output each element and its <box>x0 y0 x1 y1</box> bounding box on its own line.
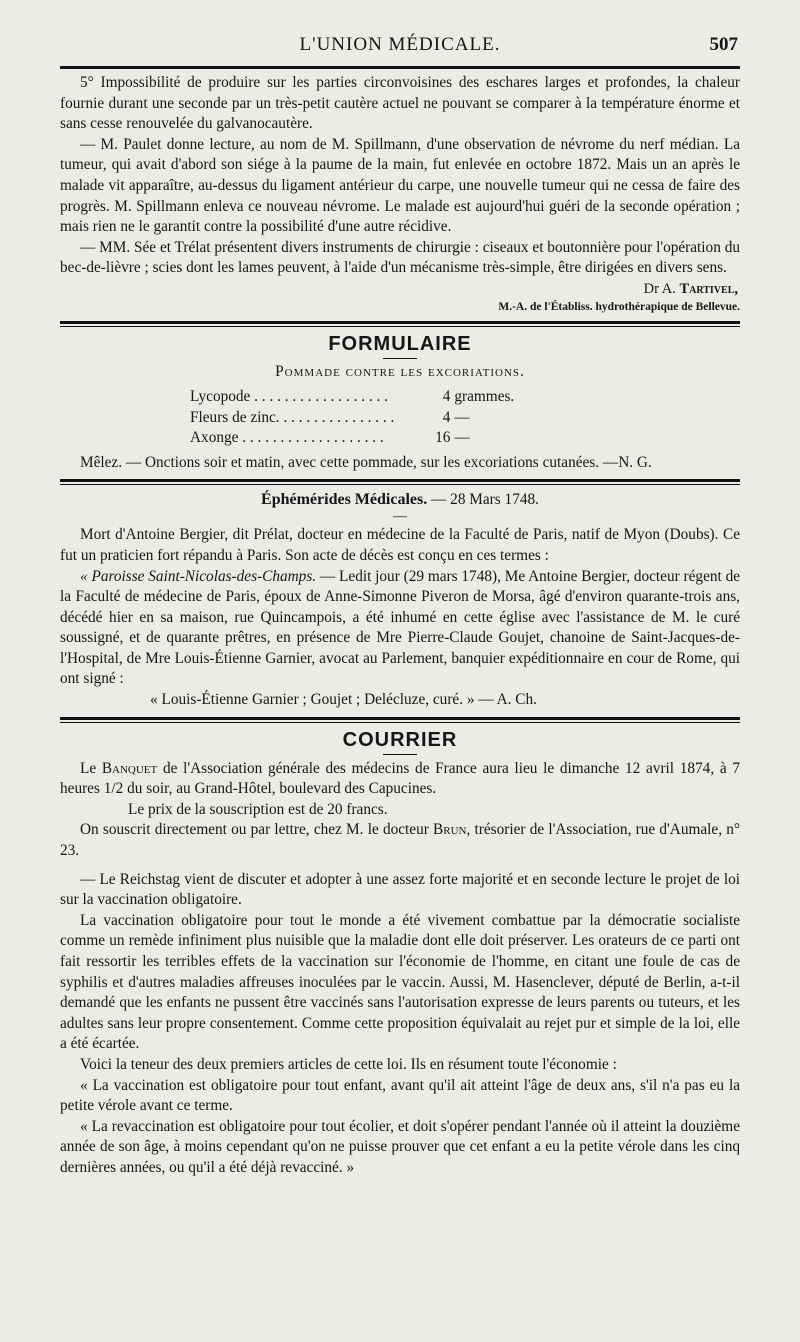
signature-name: Tartivel, <box>679 280 738 297</box>
section-divider <box>60 321 740 327</box>
recipe-row <box>190 387 534 408</box>
page-number: 507 <box>709 34 738 55</box>
courrier-paragraph-6: Voici la teneur des deux premiers articles de cette loi. Ils en résument toute l'économie : <box>80 1055 617 1073</box>
recipe-table <box>190 387 534 449</box>
courrier-paragraph-7: « La vaccination est obligatoire pour tout enfant, avant qu'il ait atteint l'âge de deux ans, s'il n'a pas eu la petite vérole avant ce terme. <box>60 1076 740 1115</box>
ingredient-qty: 16 <box>435 429 451 447</box>
recipe-row <box>190 428 534 449</box>
signature-prefix: Dr A. <box>643 280 680 297</box>
intro-section <box>60 73 740 315</box>
ephemerides-title: Éphémérides Médicales. <box>261 491 428 509</box>
formulaire-note: Mêlez. — Onctions soir et matin, avec cette pommade, sur les excoriations cutanées. —N. G. <box>80 453 652 471</box>
formulaire-title: FORMULAIRE <box>328 332 472 355</box>
text-run: , trésorier de l'Association, rue d'Aumale, n° 23. <box>60 821 740 860</box>
courrier-paragraph-8: « La revaccination est obligatoire pour tout écolier, et doit s'opérer pendant l'année où il atteint la douzième année de son âge, à moins cependant qu'on ne puisse prouver que cet enfant a eu la petite vérole dans les cinq dernières années, ou qu'il a été déjà revacciné. » <box>60 1117 740 1176</box>
death-record: — Ledit jour (29 mars 1748), Me Antoine Bergier, docteur régent de la Faculté de médecine de Paris, époux de Anne-Simonne Piveron de Morsa, âgé d'environ quarante-trois ans, décédé hier en sa maison, rue Quincampois, a été inhumé en cette église avec l'assistance de M. le curé soussigné, et de quarante prêtres, en présence de Mre Pierre-Claude Goujet, chanoine de Saint-Jacques-de-l'Hospital, de Mre Louis-Étienne Garnier, avocat au Parlement, banquier expéditionnaire en cour de Rome, qui ont signé : <box>60 567 741 688</box>
signature <box>60 279 738 299</box>
ingredient-qty: 4 <box>442 387 451 405</box>
ingredient-unit: — <box>454 429 470 447</box>
section-divider <box>60 479 740 485</box>
signature-affiliation: M.-A. de l'Établiss. hydrothérapique de Bellevue. <box>498 300 740 313</box>
courrier-paragraph-1 <box>60 759 740 800</box>
ephemerides-section <box>60 491 740 710</box>
treasurer-name: Brun <box>433 821 467 839</box>
courrier-paragraph-5: La vaccination obligatoire pour tout le monde a été vivement combattue par la démocratie socialiste comme un remède infiniment plus nuisible que la maladie dont elle doit préserver. Les orateurs de ce parti ont fait ressortir les terribles effets de la vaccination sur l'économie de l'homme, en citant une foule de cas de syphilis et d'autres maladies affreuses inoculées par le vaccin. Aussi, M. Hasenclever, député de Berlin, a-t-il demandé que les enfants ne pussent être vaccinés sans l'autorisation expresse de leurs parents ou tuteurs, et les adultes sans leur propre consentement. Comme cette proposition équivalait au rejet pur et simple de la loi, elle a été écartée. <box>60 911 740 1053</box>
ephemerides-dash: — <box>393 509 407 525</box>
courrier-title: COURRIER <box>342 728 458 751</box>
ephemerides-paragraph-2 <box>60 567 740 691</box>
ingredient-name: Axonge . . . . . . . . . . . . . . . . . . . <box>190 429 384 447</box>
intro-paragraph-2: — M. Paulet donne lecture, au nom de M. Spillmann, d'une observation de névrome du nerf médian. La tumeur, qui avait d'abord son siége à la paume de la main, fut enlevée en octobre 1872. Mais un an après le malade vit apparaître, au-dessus du ligament antérieur du carpe, une nouvelle tumeur qui ne cessa de faire des progrès. M. Spillmann enleva ce nouveau névrome. Le malade est aujourd'hui guéri de la seconde opération ; mais rien ne le garantit contre la possibilité d'une autre récidive. <box>60 135 740 236</box>
title-rule <box>383 358 417 359</box>
parish-name: « Paroisse Saint-Nicolas-des-Champs. <box>80 567 317 585</box>
formulaire-section <box>60 333 740 473</box>
page-header <box>60 30 740 60</box>
text-run: Le <box>80 759 102 777</box>
intro-paragraph-3: — MM. Sée et Trélat présentent divers instruments de chirurgie : ciseaux et boutonnière pour l'opération du bec-de-lièvre ; scies dont les lames peuvent, à l'aide d'un mécanisme très-simple, être dirigées en divers sens. <box>60 238 740 277</box>
ingredient-unit: — <box>454 408 470 426</box>
ingredient-name: Lycopode . . . . . . . . . . . . . . . . . . <box>190 387 388 405</box>
courrier-paragraph-4: — Le Reichstag vient de discuter et adopter à une assez forte majorité et en seconde lecture le projet de loi sur la vaccination obligatoire. <box>60 870 740 909</box>
formulaire-subtitle: Pommade contre les excoriations. <box>275 362 525 380</box>
ingredient-unit: grammes. <box>454 387 515 405</box>
text-run: de l'Association générale des médecins de France aura lieu le dimanche 12 avril 1874, à 7 heures 1/2 du soir, au Grand-Hôtel, boulevard des Capucines. <box>60 759 740 798</box>
ingredient-name: Fleurs de zinc. . . . . . . . . . . . . . . . <box>190 408 395 426</box>
banquet-label: Banquet <box>101 759 158 777</box>
recipe-row <box>190 408 534 429</box>
ephemerides-paragraph-1: Mort d'Antoine Bergier, dit Prélat, docteur en médecine de la Faculté de Paris, natif de Myon (Doubs). Ce fut un praticien fort répandu à Paris. Son acte de décès est conçu en ces termes : <box>60 526 740 564</box>
text-run: On souscrit directement ou par lettre, chez M. le docteur <box>80 821 434 839</box>
courrier-paragraph-2: Le prix de la souscription est de 20 francs. <box>128 800 388 818</box>
section-divider <box>60 717 740 723</box>
header-rule <box>60 66 740 69</box>
journal-title: L'UNION MÉDICALE. <box>299 34 501 55</box>
ingredient-qty: 4 <box>442 408 451 426</box>
courrier-paragraph-3 <box>60 820 740 861</box>
title-rule <box>383 754 417 755</box>
ephemerides-signatures: « Louis-Étienne Garnier ; Goujet ; Delécluze, curé. » — A. Ch. <box>150 691 537 709</box>
ephemerides-heading <box>60 491 740 509</box>
ephemerides-date: — 28 Mars 1748. <box>427 491 539 509</box>
intro-paragraph-1: 5° Impossibilité de produire sur les parties circonvoisines des eschares larges et profondes, la chaleur fournie durant une seconde par un très-petit cautère actuel ne pouvant se comparer à la température énorme et sans cesse renouvelée du galvanocautère. <box>60 74 740 133</box>
courrier-section <box>60 729 740 1179</box>
